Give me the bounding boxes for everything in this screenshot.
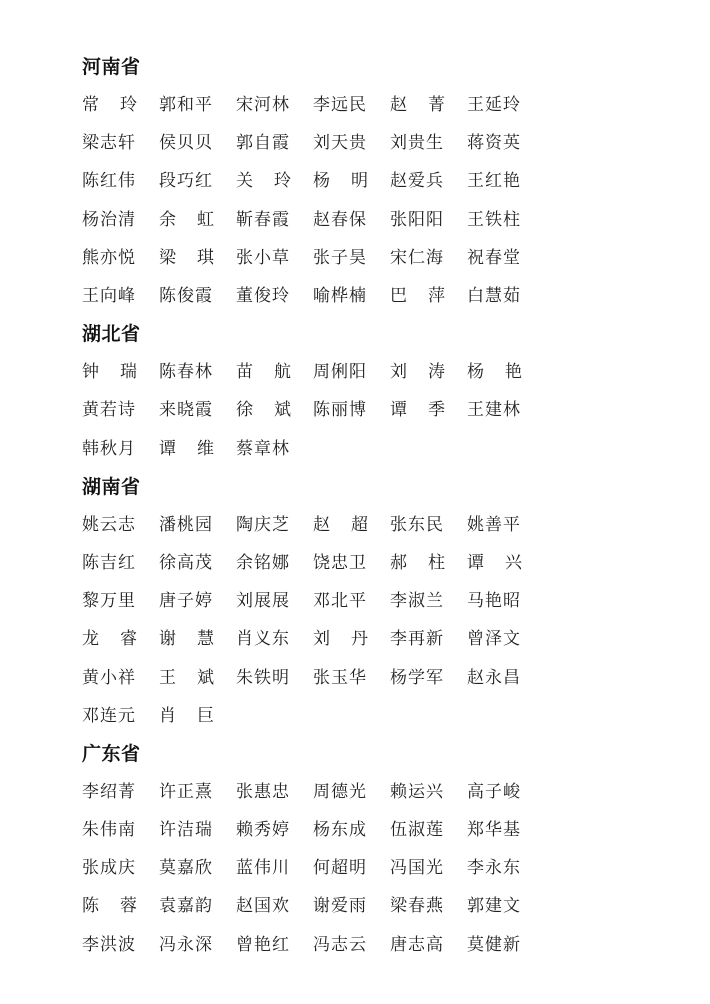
person-name: 王铁柱 [467,209,521,230]
person-name: 郝 柱 [390,552,445,573]
person-name: 陈吉红 [82,552,136,573]
person-name: 赵永昌 [467,667,521,688]
person-name: 郑华基 [467,820,521,841]
person-name: 梁志轩 [82,133,136,154]
person-name: 朱铁明 [236,667,290,688]
person-name: 张小草 [236,247,290,268]
person-name: 姚云志 [82,514,136,535]
person-name: 张子昊 [313,247,367,268]
person-name: 陈 蓉 [82,896,137,917]
person-name: 宋仁海 [390,247,444,268]
person-name: 刘展展 [236,591,290,612]
name-row [82,926,642,964]
person-name: 饶忠卫 [313,552,367,573]
person-name: 赵爱兵 [390,171,444,192]
name-row [82,811,642,849]
person-name: 李永东 [467,858,521,879]
person-name: 段巧红 [159,171,213,192]
person-name: 梁春燕 [390,896,444,917]
person-name: 曾艳红 [236,934,290,955]
person-name: 余 虹 [159,209,214,230]
person-name: 蓝伟川 [236,858,290,879]
person-name: 张阳阳 [390,209,444,230]
person-name: 黄小祥 [82,667,136,688]
person-name: 李淑兰 [390,591,444,612]
person-name: 肖义东 [236,629,290,650]
person-name: 邓北平 [313,591,367,612]
person-name: 陶庆芝 [236,514,290,535]
person-name: 张成庆 [82,858,136,879]
name-row [82,239,642,277]
name-list-document [82,48,642,964]
person-name: 关 玲 [236,171,291,192]
person-name: 梁 琪 [159,247,214,268]
person-name: 钟 瑞 [82,362,137,383]
person-name: 李洪波 [82,934,136,955]
person-name: 赵春保 [313,209,367,230]
person-name: 刘天贵 [313,133,367,154]
person-name: 周俐阳 [313,362,367,383]
person-name: 徐高茂 [159,552,213,573]
name-row [82,658,642,696]
person-name: 熊亦悦 [82,247,136,268]
person-name: 谭 兴 [467,552,522,573]
province-heading: 河南省 [82,56,141,78]
person-name: 张惠忠 [236,781,290,802]
person-name: 唐志高 [390,934,444,955]
name-row [82,353,642,391]
person-name: 余铭娜 [236,552,290,573]
person-name: 徐 斌 [236,400,291,421]
name-row [82,620,642,658]
person-name: 陈红伟 [82,171,136,192]
name-row [82,277,642,315]
person-name: 谢 慧 [159,629,214,650]
name-row [82,201,642,239]
person-name: 冯永深 [159,934,213,955]
person-name: 肖 巨 [159,705,214,726]
person-name: 杨治清 [82,209,136,230]
province-heading: 广东省 [82,742,141,765]
person-name: 杨东成 [313,820,367,841]
person-name: 谭 维 [159,438,214,459]
person-name: 龙 睿 [82,629,137,650]
name-row [82,849,642,887]
person-name: 韩秋月 [82,438,136,459]
person-name: 周德光 [313,781,367,802]
name-row [82,697,642,735]
person-name: 巴 萍 [390,286,445,307]
person-name: 郭自霞 [236,133,290,154]
person-name: 冯国光 [390,858,444,879]
name-row [82,430,642,468]
person-name: 苗 航 [236,362,291,383]
person-name: 莫健新 [467,934,521,955]
person-name: 黄若诗 [82,400,136,421]
person-name: 刘贵生 [390,133,444,154]
person-name: 谢爱雨 [313,896,367,917]
person-name: 王向峰 [82,286,136,307]
person-name: 唐子婷 [159,591,213,612]
name-row [82,86,642,124]
person-name: 高子峻 [467,781,521,802]
person-name: 杨 艳 [467,362,522,383]
person-name: 莫嘉欣 [159,858,213,879]
person-name: 靳春霞 [236,209,290,230]
person-name: 杨学军 [390,667,444,688]
person-name: 赖运兴 [390,781,444,802]
person-name: 王 斌 [159,667,214,688]
person-name: 陈俊霞 [159,286,213,307]
person-name: 王红艳 [467,171,521,192]
person-name: 侯贝贝 [159,133,213,154]
person-name: 常 玲 [82,95,137,116]
person-name: 蔡章林 [236,438,290,459]
person-name: 马艳昭 [467,591,521,612]
name-row [82,887,642,925]
name-row [82,582,642,620]
person-name: 王延玲 [467,95,521,116]
name-row [82,544,642,582]
person-name: 宋河林 [236,95,290,116]
person-name: 刘 涛 [390,362,445,383]
person-name: 董俊玲 [236,286,290,307]
person-name: 张东民 [390,514,444,535]
person-name: 李远民 [313,95,367,116]
person-name: 赵 菁 [390,95,445,116]
person-name: 赵国欢 [236,896,290,917]
province-heading: 湖南省 [82,475,141,498]
person-name: 刘 丹 [313,629,368,650]
person-name: 冯志云 [313,934,367,955]
person-name: 李再新 [390,629,444,650]
person-name: 王建林 [467,400,521,421]
person-name: 李绍菁 [82,781,136,802]
name-row [82,391,642,429]
person-name: 来晓霞 [159,400,213,421]
person-name: 白慧茹 [467,286,521,307]
person-name: 朱伟南 [82,820,136,841]
person-name: 赵 超 [313,514,368,535]
person-name: 姚善平 [467,514,521,535]
person-name: 曾泽文 [467,629,521,650]
name-row [82,506,642,544]
person-name: 杨 明 [313,171,368,192]
person-name: 祝春堂 [467,247,521,268]
person-name: 赖秀婷 [236,820,290,841]
name-row [82,162,642,200]
person-name: 郭和平 [159,95,213,116]
name-row [82,773,642,811]
person-name: 蒋资英 [467,133,521,154]
person-name: 陈春林 [159,362,213,383]
person-name: 袁嘉韵 [159,896,213,917]
person-name: 伍淑莲 [390,820,444,841]
person-name: 何超明 [313,858,367,879]
person-name: 陈丽博 [313,400,367,421]
person-name: 郭建文 [467,896,521,917]
person-name: 谭 季 [390,400,445,421]
person-name: 黎万里 [82,591,136,612]
person-name: 许洁瑞 [159,820,213,841]
person-name: 许正熹 [159,781,213,802]
name-row [82,124,642,162]
province-heading: 湖北省 [82,323,141,346]
person-name: 潘桃园 [159,514,213,535]
person-name: 喻桦楠 [313,286,367,307]
person-name: 张玉华 [313,667,367,688]
person-name: 邓连元 [82,705,136,726]
